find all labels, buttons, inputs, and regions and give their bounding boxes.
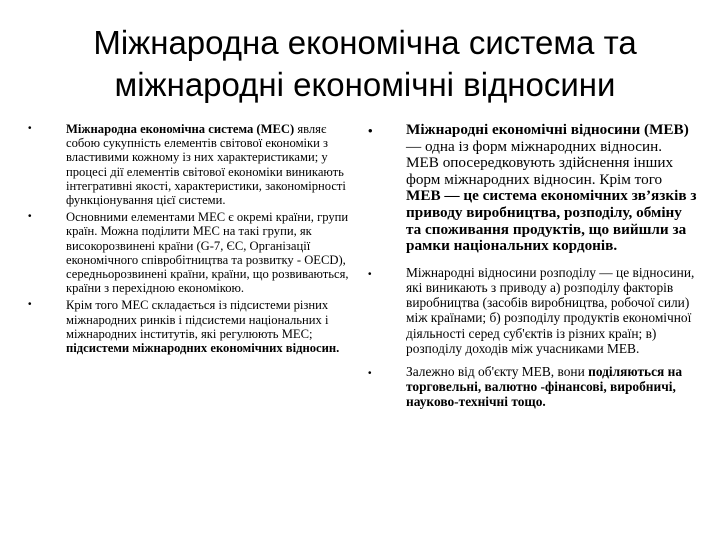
- mev-term: Міжнародні економічні відносини (МЕВ): [406, 121, 689, 138]
- bullet-icon: •: [28, 299, 32, 311]
- slide-title-line-2: міжнародні економічні відносини: [114, 66, 616, 103]
- slide-title-line-1: Міжнародна економічна система та: [93, 24, 637, 61]
- right-list-item: [362, 265, 697, 356]
- mes-term: Міжнародна економічна система (МЕС): [66, 122, 295, 136]
- left-column: [22, 122, 357, 358]
- distribution-definition: — це відносини, які виникають з приводу а) розподілу факторів виробництва (засобів виробництва, робочої сили) між країнами; б) розподілу продуктів економічної діяльності серед суб'єктів із різних країн; в) розподілу доходів між учасниками МЕВ.: [406, 264, 695, 356]
- right-list-item: [362, 122, 697, 255]
- bullet-icon: •: [368, 367, 372, 379]
- right-column: [362, 122, 697, 418]
- mes-subsystems-text: Крім того МЕС складається із підсистеми різних міжнародних ринків і підсистеми національних і міжнародних інститутів, які регулюють МЕС;: [66, 298, 329, 341]
- bullet-icon: •: [28, 123, 32, 134]
- right-list-item: [362, 364, 697, 410]
- mes-elements-text: Основними елементами МЕС є окремі країни, групи країн. Можна поділити МЕС на такі групи, як високорозвинені країни (G-7, ЄС, Організації економічного співробітництва та розвитку - OECD), середньорозвинені країни, країни, що розвиваються, країни з перехідною економікою.: [66, 210, 349, 296]
- mev-types-intro: Залежно від об'єкту МЕВ, вони: [406, 363, 589, 379]
- left-bullet-list: [22, 122, 357, 355]
- mes-subsystems-bold: підсистеми міжнародних економічних відносин.: [66, 341, 340, 356]
- mev-types-bold: поділяються на торговельні, валютно -фінансові, виробничі, науково-технічні тощо.: [406, 363, 683, 410]
- left-list-item: [22, 122, 357, 207]
- left-list-item: [22, 210, 357, 295]
- distribution-term: Міжнародні відносини розподілу: [406, 264, 596, 280]
- mev-definition: — одна із форм міжнародних відносин. МЕВ опосередковують здійснення інших форм міжнародних відносин. Крім того: [406, 137, 674, 188]
- bullet-icon: •: [368, 123, 373, 138]
- mev-system-bold: МЕВ — це система економічних зв’язків з приводу виробництва, розподілу, обміну та споживання продуктів, що вийшли за рамки національних кордонів.: [406, 187, 697, 255]
- bullet-icon: •: [368, 268, 372, 280]
- slide-title: [40, 22, 690, 106]
- bullet-icon: •: [28, 211, 32, 223]
- left-list-item: [22, 298, 357, 355]
- right-bullet-list: [362, 122, 697, 410]
- mes-definition: являє собою сукупність елементів світової економіки з властивими кожному із них характеристиками; у процесі дії елементів світової економіки виникають інтегративні якості, характеристики, закономірності функціонування цієї системи.: [66, 122, 346, 208]
